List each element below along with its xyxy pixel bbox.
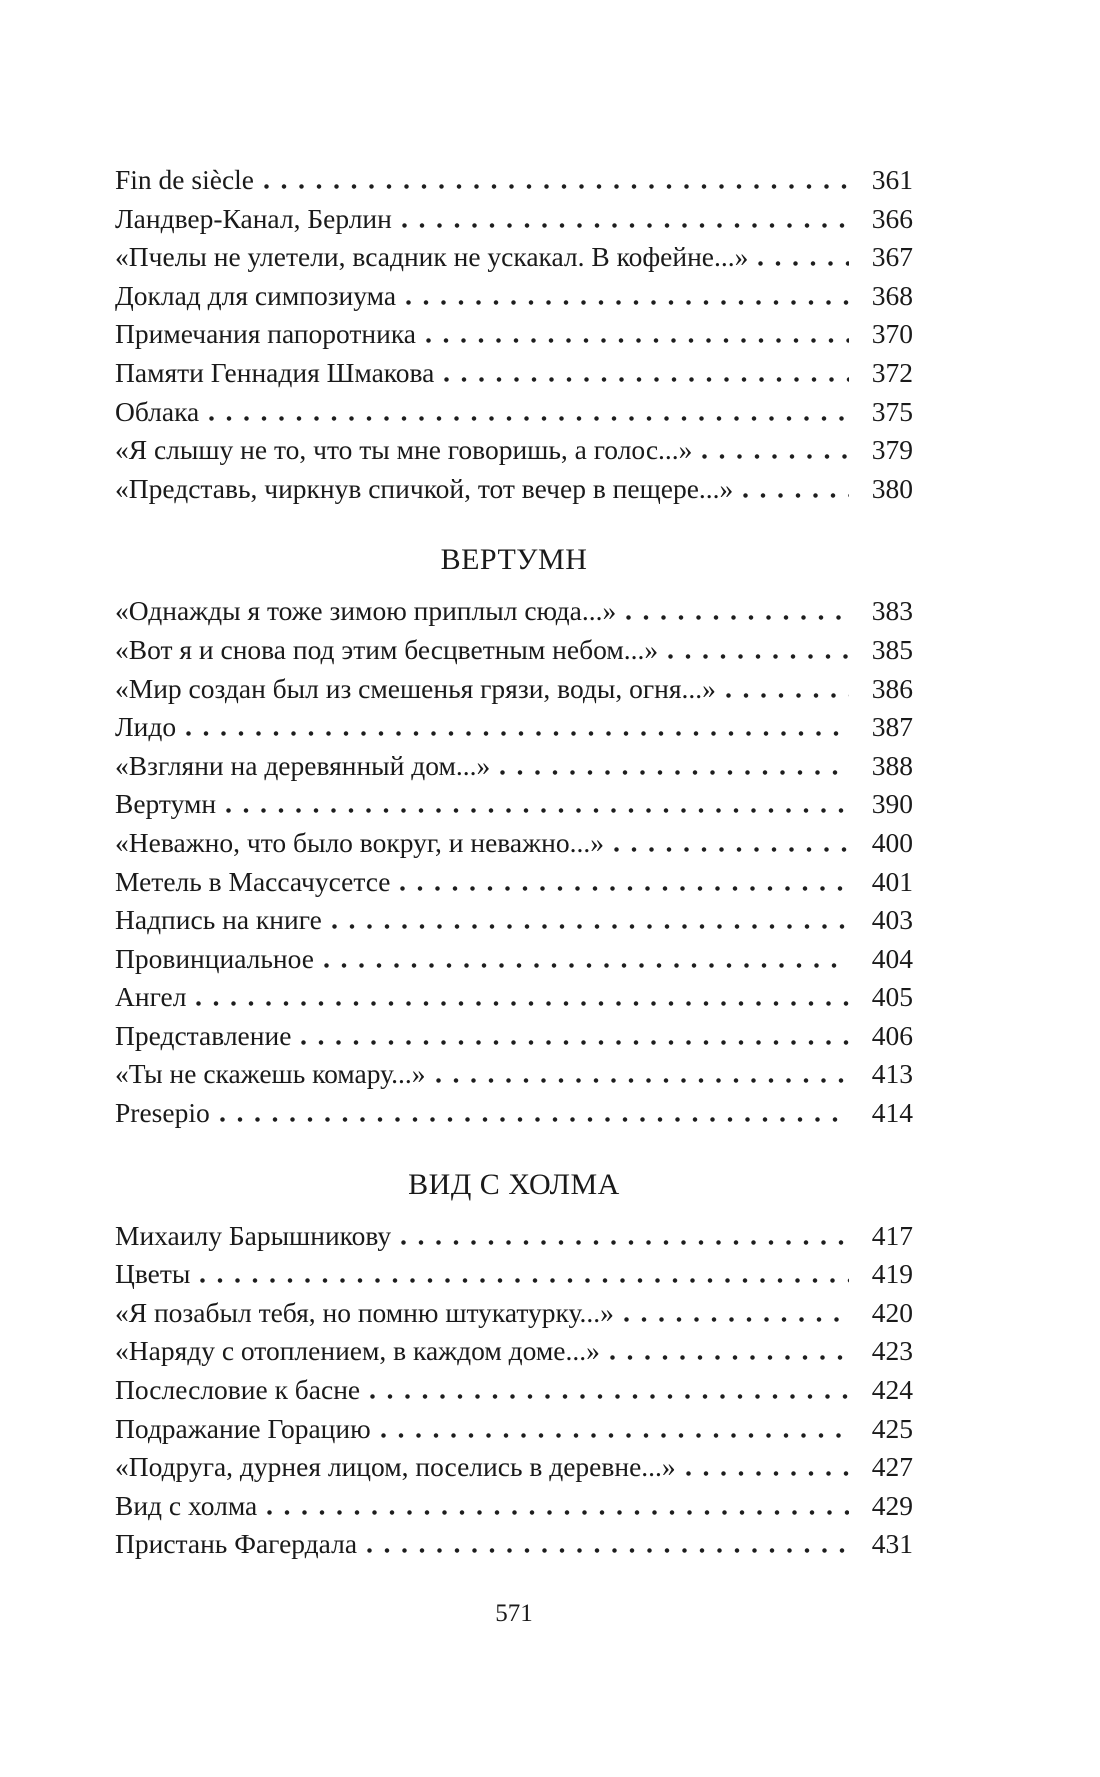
toc-entry (115, 238, 913, 277)
toc-entry-title: «Пчелы не улетели, всадник не ускакал. В кофейне...» (115, 241, 749, 273)
toc-entry-page-number: 424 (871, 1374, 913, 1406)
toc-entry-title: Метель в Массачусетсе (115, 865, 391, 897)
dot-leader (626, 615, 849, 620)
toc-entry (115, 1094, 913, 1133)
dot-leader (186, 731, 849, 736)
toc-entry-title: «Однажды я тоже зимою приплыл сюда...» (115, 595, 617, 627)
toc-entry (115, 708, 913, 747)
toc-entry-title: «Подруга, дурнея лицом, поселись в деревне...» (115, 1451, 676, 1483)
toc-entry (115, 1255, 913, 1294)
dot-leader (267, 1510, 849, 1515)
toc-entry (115, 978, 913, 1017)
dot-leader (301, 1040, 849, 1045)
toc-entry-title: Послесловие к басне (115, 1374, 361, 1406)
toc-entry-title: Доклад для симпозиума (115, 279, 397, 311)
dot-leader (196, 1001, 849, 1006)
toc-entry (115, 1217, 913, 1256)
toc-entry-page-number: 379 (871, 434, 913, 466)
toc-entry-title: Ландвер-Канал, Берлин (115, 202, 392, 234)
dot-leader (624, 1317, 849, 1322)
toc-entry-title: «Наряду с отоплением, в каждом доме...» (115, 1335, 600, 1367)
toc-entry (115, 747, 913, 786)
dot-leader (686, 1471, 849, 1476)
dot-leader (702, 454, 849, 459)
dot-leader (668, 654, 849, 659)
toc-entry-title: «Вот я и снова под этим бесцветным небом...» (115, 633, 659, 665)
toc-entry (115, 592, 913, 631)
dot-leader (400, 886, 849, 891)
dot-leader (444, 377, 849, 382)
toc-entry-title: Цветы (115, 1258, 191, 1290)
toc-entry-page-number: 423 (871, 1335, 913, 1367)
toc-entry-title: Михаилу Барышникову (115, 1219, 392, 1251)
dot-leader (758, 261, 849, 266)
toc-entry (115, 1294, 913, 1333)
toc-entry-page-number: 429 (871, 1489, 913, 1521)
toc-entry-title: «Ты не скажешь комару...» (115, 1058, 426, 1090)
toc-entry-page-number: 417 (871, 1219, 913, 1251)
toc-entry (115, 901, 913, 940)
toc-entry-page-number: 427 (871, 1451, 913, 1483)
toc-entry (115, 1017, 913, 1056)
toc-entry-page-number: 414 (871, 1097, 913, 1129)
toc-entry-title: Presepio (115, 1097, 210, 1129)
dot-leader (324, 963, 849, 968)
toc-entry-title: Ангел (115, 981, 187, 1013)
toc-entry-page-number: 420 (871, 1296, 913, 1328)
dot-leader (726, 693, 849, 698)
toc-entry-title: Надпись на книге (115, 904, 322, 936)
toc-entry-page-number: 403 (871, 904, 913, 936)
folio-page-number: 571 (495, 1600, 533, 1627)
toc-entry (115, 354, 913, 393)
toc-entry (115, 824, 913, 863)
dot-leader (226, 808, 849, 813)
toc-entry-page-number: 431 (871, 1528, 913, 1560)
toc-entry-page-number: 368 (871, 279, 913, 311)
dot-leader (209, 416, 849, 421)
toc-entry-title: Облака (115, 395, 200, 427)
toc-entry-page-number: 413 (871, 1058, 913, 1090)
toc-entry-page-number: 380 (871, 472, 913, 504)
dot-leader (401, 1240, 849, 1245)
toc-entry-page-number: 385 (871, 633, 913, 665)
dot-leader (220, 1117, 849, 1122)
toc-entry-page-number: 370 (871, 318, 913, 350)
toc-sections (115, 161, 913, 1564)
toc-entry-title: Провинциальное (115, 942, 314, 974)
toc-entry-page-number: 367 (871, 241, 913, 273)
dot-leader (332, 924, 849, 929)
dot-leader (426, 338, 849, 343)
toc-entry (115, 1055, 913, 1094)
toc-entry-title: Представление (115, 1019, 292, 1051)
dot-leader (264, 184, 849, 189)
toc-entry (115, 940, 913, 979)
toc-entry-page-number: 404 (871, 942, 913, 974)
toc-entry (115, 1332, 913, 1371)
toc-entry (115, 277, 913, 316)
dot-leader (436, 1078, 850, 1083)
toc-entry-title: «Представь, чиркнув спичкой, тот вечер в пещере...» (115, 472, 734, 504)
page-footer (115, 1595, 913, 1633)
toc-entry (115, 785, 913, 824)
toc-entry (115, 670, 913, 709)
toc-entry-page-number: 361 (871, 164, 913, 195)
toc-entry (115, 431, 913, 470)
toc-entry-title: Пристань Фагердала (115, 1528, 358, 1560)
toc-entry-page-number: 383 (871, 595, 913, 627)
toc-entry (115, 863, 913, 902)
dot-leader (370, 1394, 849, 1399)
section-heading: ВЕРТУМН (440, 543, 588, 577)
toc-entry (115, 1371, 913, 1410)
toc-entry-title: Вид с холма (115, 1489, 258, 1521)
dot-leader (200, 1278, 849, 1283)
toc-entry-page-number: 375 (871, 395, 913, 427)
toc-entry-title: Лидо (115, 711, 177, 743)
toc-entry (115, 470, 913, 509)
toc-entry-page-number: 372 (871, 356, 913, 388)
toc-entry (115, 1410, 913, 1449)
toc-entry-page-number: 425 (871, 1412, 913, 1444)
toc-entry-page-number: 387 (871, 711, 913, 743)
toc-entry-title: Памяти Геннадия Шмакова (115, 356, 435, 388)
toc-entry (115, 315, 913, 354)
toc-entry-title: Примечания папоротника (115, 318, 417, 350)
toc-entry (115, 1448, 913, 1487)
toc-entry-page-number: 386 (871, 672, 913, 704)
toc-entry-title: Вертумн (115, 788, 217, 820)
dot-leader (610, 1355, 849, 1360)
toc-entry (115, 1487, 913, 1526)
toc-entry-page-number: 388 (871, 749, 913, 781)
dot-leader (500, 770, 849, 775)
toc-entry-title: «Я слышу не то, что ты мне говоришь, а голос...» (115, 434, 693, 466)
dot-leader (402, 223, 849, 228)
dot-leader (406, 300, 849, 305)
toc-entry-title: «Я позабыл тебя, но помню штукатурку...» (115, 1296, 614, 1328)
toc-entry-page-number: 401 (871, 865, 913, 897)
toc-entry-title: «Взгляни на деревянный дом...» (115, 749, 491, 781)
toc-entry-page-number: 405 (871, 981, 913, 1013)
toc-entry (115, 161, 913, 200)
toc-entry (115, 1525, 913, 1564)
toc-entry-page-number: 390 (871, 788, 913, 820)
dot-leader (743, 493, 849, 498)
toc-entry (115, 393, 913, 432)
toc-entry-page-number: 400 (871, 826, 913, 858)
section-heading: ВИД С ХОЛМА (408, 1167, 620, 1201)
dot-leader (367, 1548, 849, 1553)
toc-entry-title: Подражание Горацию (115, 1412, 371, 1444)
toc-entry-page-number: 366 (871, 202, 913, 234)
toc-entry-title: Fin de siècle (115, 164, 254, 195)
toc-entry-title: «Неважно, что было вокруг, и неважно...» (115, 826, 604, 858)
toc-entry-title: «Мир создан был из смешенья грязи, воды, огня...» (115, 672, 716, 704)
dot-leader (614, 847, 849, 852)
toc-entry (115, 200, 913, 239)
toc-entry (115, 631, 913, 670)
toc-entry-page-number: 406 (871, 1019, 913, 1051)
dot-leader (381, 1433, 849, 1438)
toc-entry-page-number: 419 (871, 1258, 913, 1290)
